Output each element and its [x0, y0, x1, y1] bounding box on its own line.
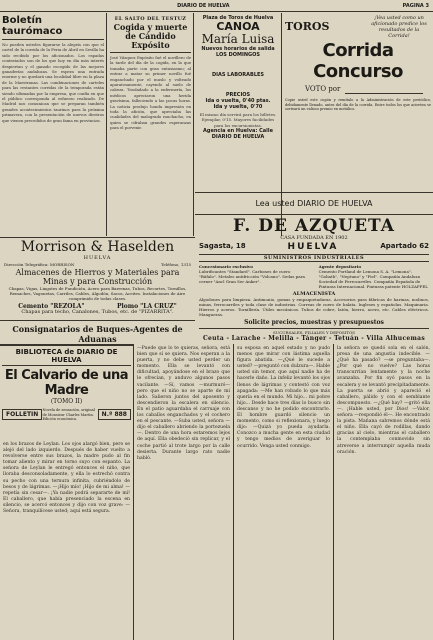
azqueta-right-block [319, 264, 429, 289]
morrison-telegraph: Dirección Telegráfica: MORRISON [4, 262, 75, 267]
morrison-city: HUELVA [83, 255, 112, 261]
canoa-title: CANOA [216, 20, 260, 33]
canoa-top: Plaza de Toros de Huelva [202, 15, 274, 21]
folletin-label: FOLLETIN [2, 409, 42, 420]
azqueta-sucursales: SUCURSALES, FILIALES Y DEPOSITOS [199, 328, 429, 335]
azqueta-solicite: Solicite precios, muestras y presupuestos [244, 319, 384, 326]
consignatarios-line: Consignatarios de Buques-Agentes de Aduanas [0, 320, 195, 342]
morrison-phone: Teléfono, 1315 [161, 262, 191, 267]
weekday-schedule-table [197, 78, 279, 92]
novel-text: en los brazos de Leylan. Los ojos alargó bien, pero se alejó del lado izquierdo. Después de haber vuelto a revolverse entre sus brazos, la madre pudo al fin tomar aliento y mirar en torno suyo con espanto. La señora de Leylan le entregó entonces el niño, que lloraba desconsoladamente, y ella lo estrechó contra su pecho con una ternura infinita, cubriéndolo de besos y de lágrimas. —¡Hijo mío! ¡Hijo de mi alma! —repetía sin cesar—. ¡Ya nadie podrá separarte de mí! El caballero, que había presenciado la escena en silencio, se acercó entonces y dijo con voz grave: —Señora, tranquilícese usted; aquí está segura. [3, 442, 130, 515]
biblioteca-title: BIBLIOTECA de DIARIO DE HUELVA [2, 348, 131, 366]
page-header [0, 0, 433, 12]
article-section: EL SALTO DEL TESTUZ [114, 16, 187, 22]
corrida-concurso-title: Corrida Concurso [313, 40, 403, 82]
corrida-concurso-ad [283, 13, 433, 192]
azqueta-left-body: Lubrificantes "Standard". Carbones de cuero "Búfalo". Metales antifricción "Volcano". Sedas para cerner "Ancl Gran Ser Anker". [199, 269, 305, 284]
azqueta-left-block [199, 264, 309, 289]
bullfighting-bulletin-column [0, 13, 107, 236]
divider [110, 52, 191, 53]
novel-volume: (TOMO II) [50, 398, 83, 405]
azqueta-right-body: Cemento Portland de Lemona S. A. "Lemona", "Goliath", "Neptuno" y "Fiel". Compañía Andaluza Sociedad de Ferrocarriles. Compañía Española de Pinturas Internacional. Pinturas patente HOLZAPFEL [318, 269, 428, 289]
novel-text-column-1 [134, 344, 234, 640]
azqueta-cities: Ceuta - Larache - Melilla - Tánger - Tetuán - Villa Alhucemas [202, 335, 426, 342]
morrison-chapas: Chapas para techo, Canalones, Tubos, etc. de "PIZARRITA". [21, 309, 174, 315]
canoa-note: El mismo día servirá para los billetes. Ejemplar, 0'15. Mayores facilidades para los excursionistas. [199, 112, 277, 128]
azqueta-founded: CASA FUNDADA EN 1902 [280, 235, 348, 241]
divider [2, 39, 104, 40]
morrison-line2: Minas y para Construcción [42, 277, 153, 286]
sunday-schedule-table [197, 58, 279, 72]
azqueta-address-row [199, 242, 429, 252]
azqueta-two-columns [199, 264, 429, 289]
header-page-number: PAGINA 3 [402, 2, 429, 9]
toros-tagline: ¡Vea usted como un aficionado predice los resultados de la Corrida! [371, 15, 427, 39]
azqueta-almacenista: ALMACENISTA [292, 291, 336, 297]
canoa-subtitle: María Luisa [201, 32, 275, 46]
toros-fine-print: Copie usted este cupón y remítalo a la Administración de este periódico, debidamente llenado, antes del día de la corrida. Entre todos los que acierten se sorteará un valioso premio en metálico. [285, 98, 431, 111]
article-body: José Vázquez Expósito fué el novillero de la tarde del día de la cogida, en la que tomaba parte con gran entusiasmo; al entrar a matar su primer novillo fué enganchado por el muslo y volteado aparatosamente, cayendo al suelo de cabeza. Trasladado a la enfermería, los médicos apreciaron una herida gravísima, falleciendo a las pocas horas. La noticia produjo honda impresión en toda la afición, que apreciaba las cualidades del malogrado muchacho, en quien se cifraban grandes esperanzas para el porvenir. [110, 55, 191, 131]
bulletin-title: Boletín taurómaco [2, 15, 63, 37]
morrison-contact-row [2, 262, 193, 267]
bulletin-body: No pueden ustedes figurarse la alegría con que el cartel de la corrida de la Feria de Abril en Sevilla ha sido recibido por los aficionados. Los espadas contratados son de los que hoy en día más interés despiertan y el ganado escogido de las mejores ganaderías andaluzas. Se espera una entrada enorme y no quedará una localidad libre en la plaza de la Maestranza. Las combinaciones de carteles para las restantes corridas de la temporada están siendo ultimadas por la empresa, que confía en que el público corresponda al esfuerzo realizado. De Madrid nos comunican que se preparan también grandes acontecimientos taurinos para la próxima primavera, con la presentación de nuevos diestros que vienen precedidos de gran fama en provincias. [2, 42, 104, 123]
goring-article-column [108, 13, 194, 236]
morrison-name: Morrison & Haselden [20, 239, 175, 255]
novel-text: su esposa en aquel estado y no pudo menos que mirar con lástima aquella figura abatida. —¿Qué le sucede a usted? —preguntó con dulzura—. Hable usted sin temor, que aquí nadie ha de hacerle daño. La infeliz levantó los ojos llenos de lágrimas y contestó con voz apagada: —Me han robado lo que más quería en el mundo. Mi hijo... mi pobre hijo... Desde hace tres días lo busco sin descanso y no he podido encontrarlo. El hombre guardó silencio un momento, como si reflexionara, y luego dijo: —Quizá yo pueda ayudarla. Conozco a mucha gente en esta ciudad y tengo medios de averiguar lo ocurrido. Venga usted conmigo. [237, 346, 330, 449]
header-center: DIARIO DE HUELVA [177, 2, 230, 9]
novel-text-column-left [0, 440, 134, 640]
canoa-agency: Agencia en Huelva: Calle DIARIO DE HUELVA [203, 128, 273, 141]
canoa-hours-title: Nuevos horarios de salida [201, 46, 275, 52]
read-diario-banner: Lea usted DIARIO DE HUELVA [195, 192, 433, 214]
biblioteca-folletin-box [0, 344, 134, 440]
vote-label: VOTO por [305, 85, 341, 93]
novel-title: El Calvario de una Madre [4, 368, 129, 398]
morrison-line1: Almacenes de Hierros y Materiales para [15, 268, 180, 277]
canoa-weekdays: DIAS LABORABLES [211, 72, 265, 78]
azqueta-city: HUELVA [287, 242, 339, 252]
azqueta-pobox: Apartado 62 [380, 242, 429, 250]
folletin-number: N.º 888 [98, 409, 131, 420]
novel-text-column-2 [234, 344, 334, 640]
folletin-description: Novela de sensación, original de Monsieur Charles Martin. Edición económica. [42, 408, 95, 421]
novel-text: —Puede que lo te quieras, señora, está bien que sí se quiera. Nos esperan a la puerta, y no debe usted perder un momento. Ella se levantó con dificultad, apoyándose en el brazo que le ofrecían, y anduvo algunos pasos vacilante. —Sí, vamos —murmuró— pero que el niño no se aparte de mi lado. Salieron juntos del aposento y descendieron la escalera en silencio. En el patio aguardaba el carruaje con los caballos enganchados y el cochero en el pescante. —Suba usted, señora —dijo el caballero abriendo la portezuela—. Dentro de una hora estaremos lejos de aquí. Ella obedeció sin replicar, y el coche partió al trote largo por la calle desierta. Durante largo rato nadie habló. [137, 346, 230, 461]
azqueta-name: F. DE AZQUETA [233, 216, 395, 236]
canoa-price-return: Ida y vuelta, 0'70 [213, 104, 263, 110]
novel-text-column-3 [334, 344, 433, 640]
azqueta-street: Sagasta, 18 [199, 242, 246, 250]
azqueta-left-title: Concesionario exclusivo [199, 264, 253, 269]
morrison-cement: Cemento "REZOLA" [18, 303, 85, 310]
azqueta-section: SUMINISTROS INDUSTRIALES [199, 254, 429, 262]
canoa-sundays: LOS DOMINGOS [216, 52, 260, 58]
azqueta-ad [195, 214, 433, 344]
toros-logo: TOROS [285, 20, 330, 33]
novel-text: la señora se quedó sola en el salón, presa de una angustia indecible. —¿Qué ha pasado? —se preguntaba—. ¿Por qué no vuelve? Las horas transcurrían lentamente y la noche avanzaba. Por fin oyó pasos en la escalera y se levantó precipitadamente. La puerta se abrió y apareció el caballero, pálido y con el semblante descompuesto. —¿Qué hay? —gritó ella—. ¡Hable usted, por Dios! —Valor, señora —respondió él—. He encontrado la pista. Mañana sabremos dónde está el niño. Ella cayó de rodillas, dando gracias al cielo, mientras el caballero la contemplaba conmovido sin atreverse a interrumpir aquella muda oración. [337, 346, 430, 455]
article-headline: Cogida y muerte de Cándido Expósito [113, 22, 188, 50]
canoa-price-single: Ida o vuelta, 0'40 ptas. [205, 98, 271, 104]
vote-line [345, 93, 423, 94]
azqueta-almacen-body: Algodones para limpieza. Antimonio, gomas y empaquetaduras. Accesorios para fábricas de harinas, molinos, minas, ferrocarriles y toda clase de industrias. Correas de cuero de balata. Ingleses y españolas. Maquinaria. Hierros y aceros. Tornillería. Útiles mecánicos. Tubos de cobre, latón, hierro, acero, etc. Cables eléctricos. Mangueras. [199, 297, 429, 317]
morrison-body: Chapas, Vigas, Lingotes de Fundición, Acero para Barrenas, Tubos, Recortes, Tornillos, Remaches, Vagonetas, Carriles, Cables, Algodón, Sacos, Aceites. Instalaciones de Aire comprimido de todas clases. [8, 286, 187, 301]
folletin-row [2, 408, 131, 422]
morrison-lead: Plomo "LA CRUZ" [116, 303, 177, 310]
canoa-prices-title: PRECIOS [225, 92, 251, 98]
azqueta-right-title: Agente depositario [318, 264, 362, 269]
